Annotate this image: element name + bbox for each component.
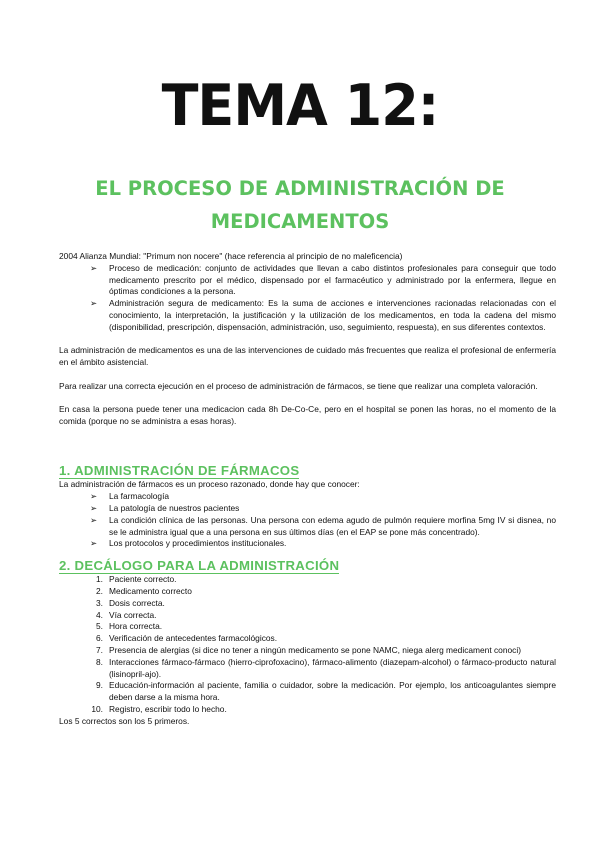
list-item: 2. Medicamento correcto [96,585,192,596]
paragraph: Para realizar una correcta ejecución en el proceso de administración de fármacos, se tiene que realizar una completa valoración. [59,380,538,391]
list-item: ➢ Proceso de medicación: conjunto de actividades que llevan a cabo distintos profesionales para conseguir que todo medicamento prescrito por el médico, dispensado por el farmacéutico y administrado por la enfermera, llegue en óptimas condiciones a la persona. [90,262,556,297]
arrow-bullet-icon: ➢ [90,538,98,549]
arrow-bullet-icon: ➢ [90,514,98,525]
section-lead: La administración de fármacos es un proceso razonado, donde hay que conocer: [59,479,360,490]
arrow-bullet-icon: ➢ [90,298,98,309]
list-item: 3. Dosis correcta. [96,597,165,608]
list-item: 10. Registro, escribir todo lo hecho. [91,703,227,714]
section-heading-administracion: 1. ADMINISTRACIÓN DE FÁRMACOS [59,463,300,479]
list-item: 9. Educación-información al paciente, familia o cuidador, sobre la medicación. Por ejemplo, los anticoagulantes siempre deben darse a la misma hora. [96,680,556,703]
arrow-bullet-icon: ➢ [90,502,98,513]
page-subtitle: EL PROCESO DE ADMINISTRACIÓN DE MEDICAMENTOS [95,177,505,233]
section1-list [59,491,556,550]
paragraph: La administración de medicamentos es una de las intervenciones de cuidado más frecuentes que realiza el profesional de enfermería en el ámbito asistencial. [59,345,556,368]
section-heading-decalogo: 2. DECÁLOGO PARA LA ADMINISTRACIÓN [59,558,340,574]
list-item: 1. Paciente correcto. [96,574,177,585]
list-item: ➢ La patología de nuestros pacientes [90,502,240,513]
list-item: ➢ La farmacología [90,491,170,502]
list-item: ➢ Administración segura de medicamento: Es la suma de acciones e intervenciones racionadas relacionadas con el conocimiento, la interpretación, la justificación y la utilización de los medicamentos, en toda la cadena del mismo (disponibilidad, prescripción, dispensación, administración, uso, seguimiento, respuesta), en sus diferentes contextos. [90,298,556,332]
arrow-bullet-icon: ➢ [90,491,98,502]
intro-list [59,263,556,334]
list-item: 6. Verificación de antecedentes farmacológicos. [96,633,278,644]
paragraph: En casa la persona puede tener una medicacion cada 8h De-Co-Ce, pero en el hospital se ponen las horas, no el momento de la comida (porque no se administra a esas horas). [59,404,556,427]
document-body [59,251,556,727]
list-item: 7. Presencia de alergias (si dice no tener a ningún medicamento se pone NAMC, niega alerg medicament conoci) [96,644,521,655]
list-item: ➢ La condición clínica de las personas. Una persona con edema agudo de pulmón requiere morfina 5mg IV si disnea, no se le administra igual que a una persona en sus últimos días (en el EAP se pone más concentrado). [90,514,556,537]
list-item: 5. Hora correcta. [96,621,163,632]
arrow-bullet-icon: ➢ [90,262,98,273]
list-item: 4. Vía correcta. [96,609,157,620]
list-item: ➢ Los protocolos y procedimientos institucionales. [90,538,287,549]
alliance-line: 2004 Alianza Mundial: "Primum non nocere" (hace referencia al principio de no maleficencia) [59,251,403,261]
decalogo-list [59,574,556,716]
list-item: 8. Interacciones fármaco-fármaco (hierro-ciprofoxacino), fármaco-alimento (diazepam-alcohol) o fármaco-producto natural (lisinopril-ajo). [96,656,556,679]
page-title: TEMA 12: [161,72,439,139]
section-footer: Los 5 correctos son los 5 primeros. [59,715,190,726]
